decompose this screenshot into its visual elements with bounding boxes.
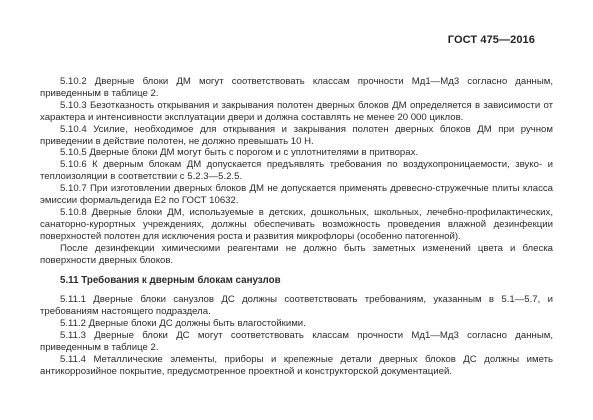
paragraph-5-10-4: 5.10.4 Усилие, необходимое для открывания и закрывания полотен дверных блоков ДМ при ручном приведении в действие полотен, не должно превышать 10 Н. [40, 123, 553, 147]
paragraph-5-10-5: 5.10.5 Дверные блоки ДМ могут быть с порогом и с уплотнителями в притворах. [60, 147, 419, 159]
paragraph-5-11-4: 5.11.4 Металлические элементы, приборы и крепежные детали дверных блоков ДС должны иметь антикоррозийное покрытие, предусмотренное проектной и конструкторской документацией. [40, 353, 553, 377]
paragraph-5-10-3: 5.10.3 Безотказность открывания и закрывания полотен дверных блоков ДМ определяется в зависимости от характера и интенсивности эксплуатации двери и должна составлять не менее 20 000 циклов. [40, 99, 553, 123]
paragraph-disinfection: После дезинфекции химическими реагентами не должно быть заметных изменений цвета и блеска поверхности дверных блоков. [40, 242, 553, 266]
paragraph-5-11-1: 5.11.1 Дверные блоки санузлов ДС должны соответствовать требованиям, указанным в 5.1—5.7, и требованиям настоящего подраздела. [40, 294, 553, 318]
document-body [40, 76, 553, 378]
paragraph-5-11-2: 5.11.2 Дверные блоки ДС должны быть влагостойкими. [60, 318, 306, 330]
section-title: 5.11 Требования к дверным блокам санузлов [60, 274, 281, 286]
paragraph-5-11-3: 5.11.3 Дверные блоки ДС могут соответствовать классам прочности Мд1—Мд3 согласно данным, приведенным в таблице 2. [40, 330, 553, 354]
paragraph-5-10-6: 5.10.6 К дверным блокам ДМ допускается предъявлять требования по воздухопроницаемости, звуко- и теплоизоляции в соответствии с 5.2.3—5.2.5. [40, 159, 553, 183]
paragraph-5-10-2: 5.10.2 Дверные блоки ДМ могут соответствовать классам прочности Мд1—Мд3 согласно данным, приведенным в таблице 2. [40, 76, 553, 99]
paragraph-5-10-7: 5.10.7 При изготовлении дверных блоков ДМ не допускается применять древесно-стружечные плиты класса эмиссии формальдегида Е2 по ГОСТ 10632. [40, 183, 553, 207]
paragraph-5-10-8: 5.10.8 Дверные блоки ДМ, используемые в детских, дошкольных, школьных, лечебно-профилактических, санаторно-курортных учреждениях, должны обеспечивать возможность проведения влажной дезинфекции поверхностей полотен для исключения роста и развития микрофлоры (особенно патогенной). [40, 206, 553, 242]
document-number: ГОСТ 475—2016 [447, 34, 535, 46]
